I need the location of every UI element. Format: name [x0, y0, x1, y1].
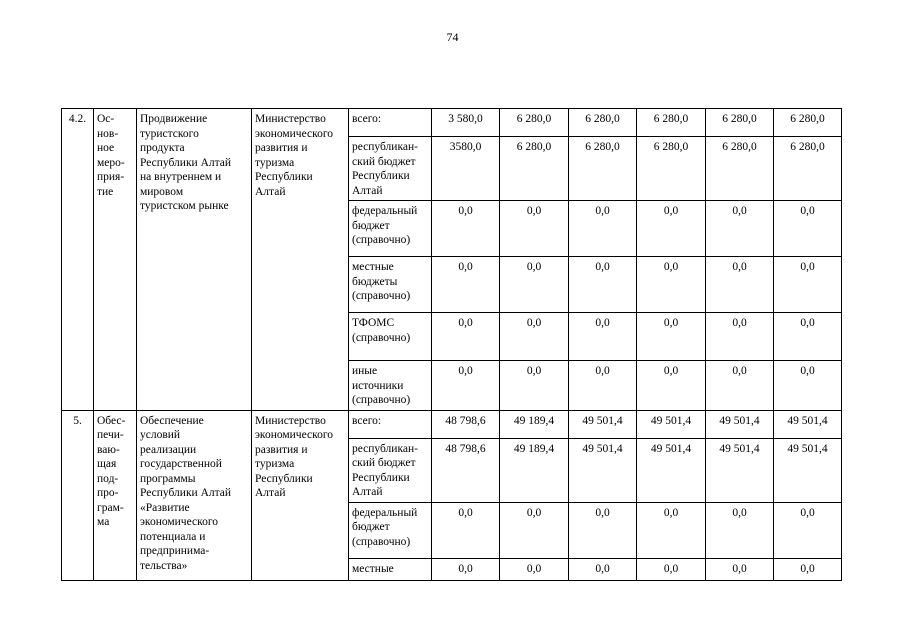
amount-cell: 0,0 [637, 558, 706, 580]
amount-cell: 0,0 [706, 257, 774, 313]
amount-cell: 0,0 [500, 313, 569, 361]
amount-cell: 0,0 [432, 201, 500, 257]
amount-cell: 48 798,6 [432, 410, 500, 438]
amount-cell: 0,0 [432, 313, 500, 361]
row-code-cell: 4.2. [62, 109, 94, 411]
amount-cell: 0,0 [706, 502, 774, 558]
amount-cell: 0,0 [569, 201, 637, 257]
amount-cell: 0,0 [706, 313, 774, 361]
amount-cell: 6 280,0 [569, 109, 637, 137]
amount-cell: 0,0 [500, 361, 569, 411]
amount-cell: 6 280,0 [774, 137, 842, 201]
amount-cell: 0,0 [706, 361, 774, 411]
executor-cell: Министерство экономического развития и туризма Республики Алтай [252, 109, 349, 411]
amount-cell: 6 280,0 [637, 137, 706, 201]
amount-cell: 6 280,0 [706, 137, 774, 201]
amount-cell: 6 280,0 [569, 137, 637, 201]
funding-source-cell: республикан- ский бюджет Республики Алтай [349, 137, 432, 201]
funding-source-cell: местные [349, 558, 432, 580]
amount-cell: 49 501,4 [706, 438, 774, 502]
amount-cell: 0,0 [432, 257, 500, 313]
amount-cell: 0,0 [432, 502, 500, 558]
funding-source-cell: республикан- ский бюджет Республики Алтай [349, 438, 432, 502]
funding-source-cell: федеральный бюджет (справочно) [349, 201, 432, 257]
amount-cell: 0,0 [637, 201, 706, 257]
executor-cell: Министерство экономического развития и туризма Республики Алтай [252, 410, 349, 580]
amount-cell: 49 501,4 [706, 410, 774, 438]
row-code-cell: 5. [62, 410, 94, 580]
page-number: 74 [446, 30, 459, 44]
amount-cell: 0,0 [500, 257, 569, 313]
amount-cell: 6 280,0 [500, 137, 569, 201]
budget-table [61, 108, 842, 581]
amount-cell: 0,0 [637, 361, 706, 411]
amount-cell: 0,0 [637, 313, 706, 361]
amount-cell: 0,0 [569, 558, 637, 580]
amount-cell: 6 280,0 [500, 109, 569, 137]
amount-cell: 0,0 [774, 313, 842, 361]
amount-cell: 0,0 [637, 502, 706, 558]
amount-cell: 6 280,0 [637, 109, 706, 137]
funding-source-cell: местные бюджеты (справочно) [349, 257, 432, 313]
amount-cell: 49 501,4 [569, 438, 637, 502]
amount-cell: 0,0 [774, 502, 842, 558]
amount-cell: 3 580,0 [432, 109, 500, 137]
amount-cell: 49 501,4 [637, 410, 706, 438]
funding-source-cell: иные источники (справочно) [349, 361, 432, 411]
amount-cell: 49 501,4 [774, 410, 842, 438]
row-type-cell: Ос- нов- ное меро- прия- тие [94, 109, 137, 411]
amount-cell: 49 501,4 [774, 438, 842, 502]
amount-cell: 0,0 [500, 502, 569, 558]
amount-cell: 49 189,4 [500, 410, 569, 438]
amount-cell: 6 280,0 [706, 109, 774, 137]
measure-name-cell: Обеспечение условий реализации государственной программы Республики Алтай «Развитие экономического потенциала и предпринима- тельства» [137, 410, 252, 580]
amount-cell: 0,0 [500, 558, 569, 580]
amount-cell: 48 798,6 [432, 438, 500, 502]
amount-cell: 0,0 [774, 361, 842, 411]
measure-name-cell: Продвижение туристского продукта Республики Алтай на внутреннем и мировом туристском рынке [137, 109, 252, 411]
funding-source-cell: федеральный бюджет (справочно) [349, 502, 432, 558]
amount-cell: 0,0 [569, 257, 637, 313]
amount-cell: 0,0 [637, 257, 706, 313]
amount-cell: 0,0 [569, 502, 637, 558]
funding-source-cell: всего: [349, 410, 432, 438]
funding-source-cell: всего: [349, 109, 432, 137]
amount-cell: 0,0 [706, 558, 774, 580]
amount-cell: 0,0 [774, 558, 842, 580]
amount-cell: 0,0 [774, 201, 842, 257]
amount-cell: 6 280,0 [774, 109, 842, 137]
funding-source-cell: ТФОМС (справочно) [349, 313, 432, 361]
amount-cell: 49 501,4 [637, 438, 706, 502]
amount-cell: 0,0 [774, 257, 842, 313]
amount-cell: 0,0 [569, 313, 637, 361]
table-row [62, 410, 842, 438]
amount-cell: 0,0 [500, 201, 569, 257]
amount-cell: 0,0 [432, 558, 500, 580]
row-type-cell: Обес- печи- ваю- щая под- про- грам- ма [94, 410, 137, 580]
amount-cell: 49 501,4 [569, 410, 637, 438]
amount-cell: 0,0 [569, 361, 637, 411]
amount-cell: 0,0 [432, 361, 500, 411]
amount-cell: 49 189,4 [500, 438, 569, 502]
amount-cell: 3580,0 [432, 137, 500, 201]
table-row [62, 109, 842, 137]
amount-cell: 0,0 [706, 201, 774, 257]
